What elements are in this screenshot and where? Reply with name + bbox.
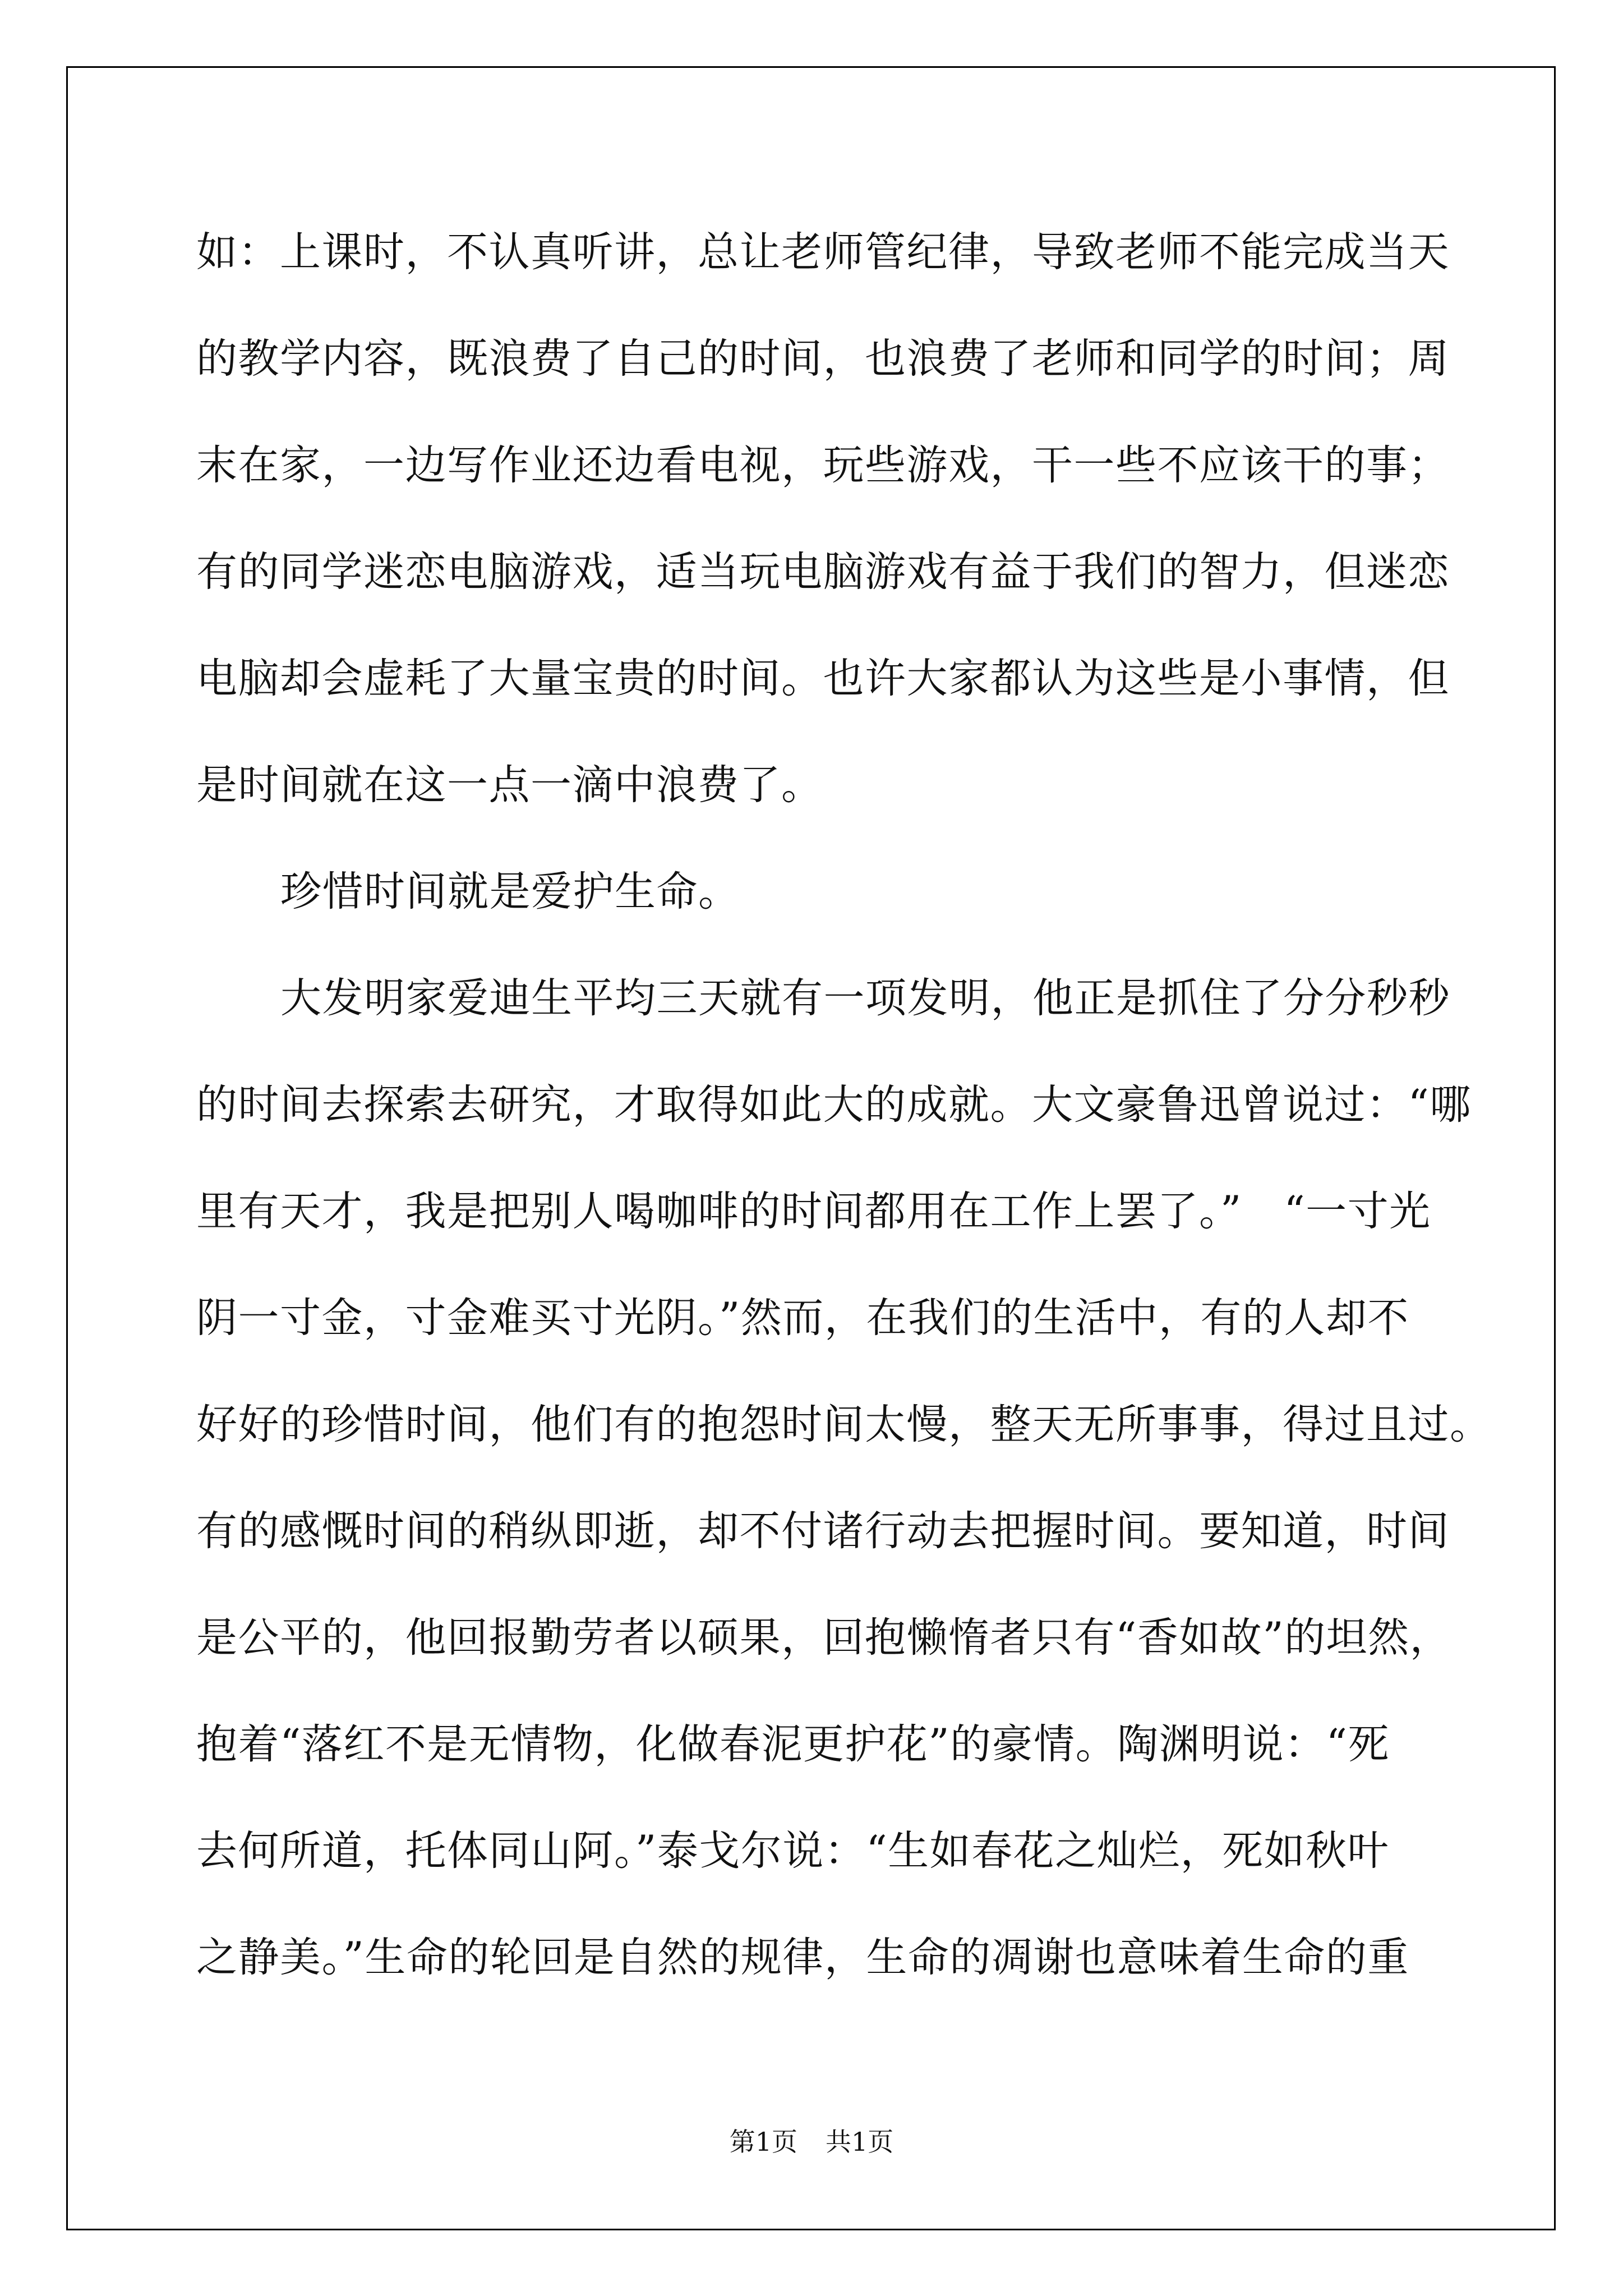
- text-line: 大发明家爱迪生平均三天就有一项发明，他正是抓住了分分秒秒: [280, 974, 1450, 1022]
- text-line: 好好的珍惜时间，他们有的抱怨时间太慢，整天无所事事，得过且过。: [196, 1401, 1492, 1448]
- page-footer: [0, 2125, 1623, 2159]
- text-line: 抱着“落红不是无情物，化做春泥更护花”的豪情。陶渊明说：“死: [196, 1720, 1390, 1768]
- text-line: 之静美。”生命的轮回是自然的规律，生命的凋谢也意味着生命的重: [196, 1934, 1409, 1981]
- text-line: 如：上课时，不认真听讲，总让老师管纪律，导致老师不能完成当天: [196, 228, 1450, 276]
- page-number: 第1页: [729, 2127, 797, 2157]
- text-line: 有的感慨时间的稍纵即逝，却不付诸行动去把握时间。要知道，时间: [196, 1507, 1450, 1555]
- text-line: 电脑却会虚耗了大量宝贵的时间。也许大家都认为这些是小事情，但: [196, 655, 1450, 702]
- text-line: 去何所道，托体同山阿。”泰戈尔说：“生如春花之灿烂，死如秋叶: [196, 1827, 1390, 1875]
- text-line: 阴一寸金，寸金难买寸光阴。”然而，在我们的生活中，有的人却不: [196, 1294, 1409, 1342]
- page-border: [66, 66, 1556, 2230]
- text-line: 的时间去探索去研究，才取得如此大的成就。大文豪鲁迅曾说过：“哪: [196, 1081, 1472, 1129]
- text-line: 是公平的，他回报勤劳者以硕果，回抱懒惰者只有“香如故”的坦然，: [196, 1614, 1452, 1662]
- text-line: 里有天才，我是把别人喝咖啡的时间都用在工作上罢了。” “一寸光: [196, 1188, 1431, 1235]
- page-total: 共1页: [826, 2127, 894, 2157]
- text-line: 的教学内容，既浪费了自己的时间，也浪费了老师和同学的时间；周: [196, 335, 1450, 383]
- text-line: 珍惜时间就是爱护生命。: [280, 868, 740, 915]
- text-line: 末在家，一边写作业还边看电视，玩些游戏，干一些不应该干的事；: [196, 441, 1450, 489]
- text-line: 是时间就在这一点一滴中浪费了。: [196, 761, 823, 809]
- text-line: 有的同学迷恋电脑游戏，适当玩电脑游戏有益于我们的智力，但迷恋: [196, 548, 1450, 596]
